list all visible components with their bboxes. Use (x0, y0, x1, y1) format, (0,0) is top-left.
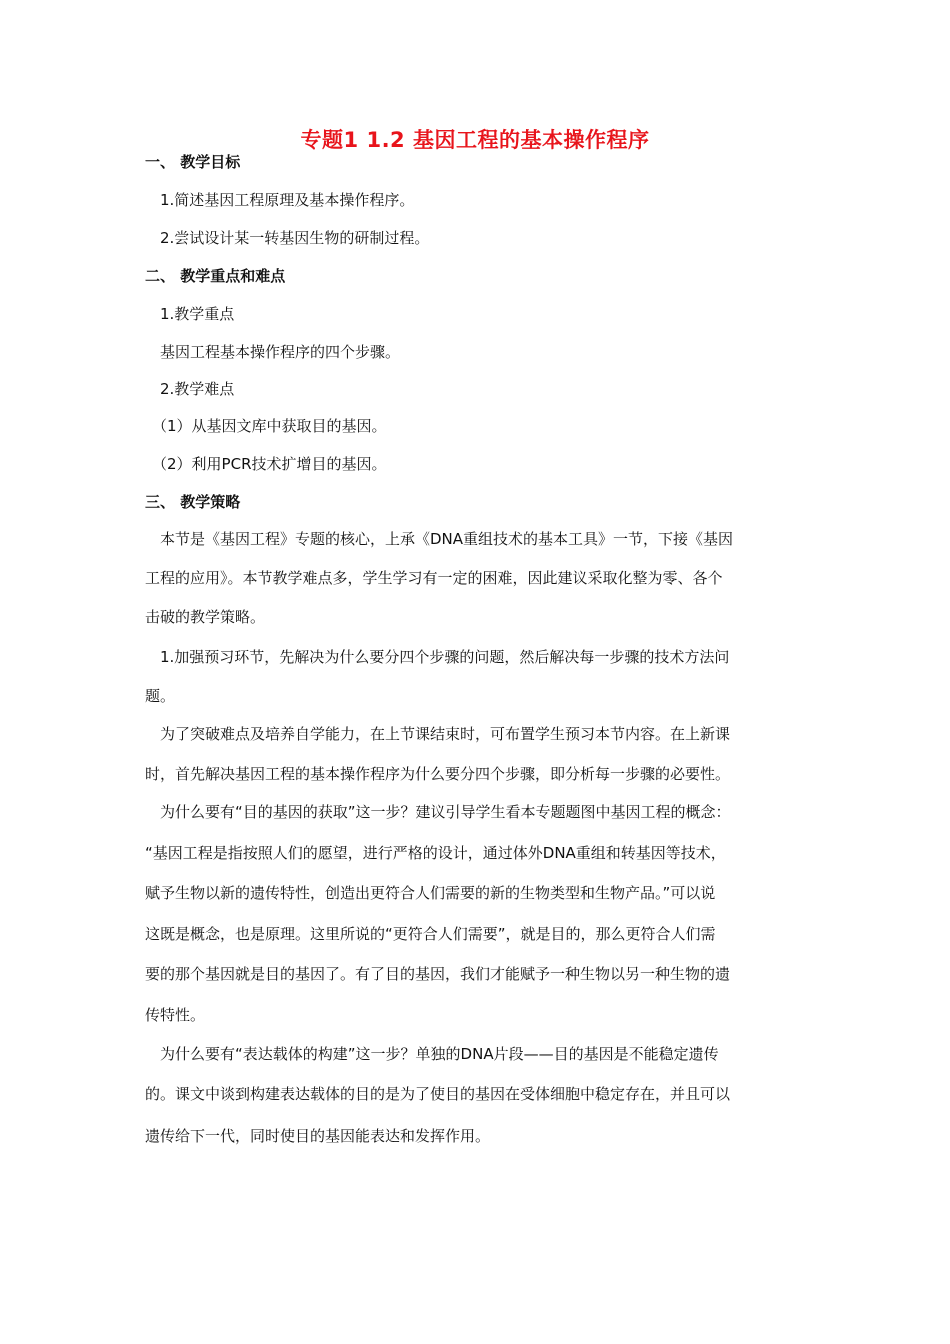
paragraph-line: （2）利用PCR技术扩增目的基因。 (152, 455, 387, 473)
paragraph-line: 击破的教学策略。 (145, 608, 266, 626)
section-heading-key-points: 二、 教学重点和难点 (145, 267, 286, 285)
section-heading-objectives: 一、 教学目标 (145, 153, 241, 171)
paragraph-line: 要的那个基因就是目的基因了。有了目的基因，我们才能赋予一种生物以另一种生物的遗 (145, 965, 731, 983)
document-title: 专题1 1.2 基因工程的基本操作程序 (300, 128, 650, 152)
paragraph-line: 的。课文中谈到构建表达载体的目的是为了使目的基因在受体细胞中稳定存在，并且可以 (145, 1085, 731, 1103)
paragraph-line: 为什么要有“表达载体的构建”这一步？单独的DNA片段——目的基因是不能稳定遗传 (160, 1045, 719, 1063)
paragraph-line: 为什么要有“目的基因的获取”这一步？建议引导学生看本专题题图中基因工程的概念： (160, 803, 731, 821)
paragraph-line: “基因工程是指按照人们的愿望，进行严格的设计，通过体外DNA重组和转基因等技术， (145, 844, 726, 862)
paragraph-line: 题。 (145, 687, 176, 705)
paragraph-line: 2.教学难点 (160, 380, 235, 398)
paragraph-line: 赋予生物以新的遗传特性，创造出更符合人们需要的新的生物类型和生物产品。”可以说 (145, 884, 716, 902)
paragraph-line: （1）从基因文库中获取目的基因。 (152, 417, 387, 435)
paragraph-line: 基因工程基本操作程序的四个步骤。 (160, 343, 401, 361)
paragraph-line: 工程的应用》。本节教学难点多，学生学习有一定的困难，因此建议采取化整为零、各个 (145, 569, 723, 587)
section-heading-strategy: 三、 教学策略 (145, 493, 241, 511)
paragraph-line: 1.简述基因工程原理及基本操作程序。 (160, 191, 415, 209)
paragraph-line: 为了突破难点及培养自学能力，在上节课结束时，可布置学生预习本节内容。在上新课 (160, 725, 731, 743)
paragraph-line: 这既是概念，也是原理。这里所说的“更符合人们需要”，就是目的，那么更符合人们需 (145, 925, 716, 943)
paragraph-line: 遗传给下一代，同时使目的基因能表达和发挥作用。 (145, 1127, 491, 1145)
paragraph-line: 1.加强预习环节，先解决为什么要分四个步骤的问题，然后解决每一步骤的技术方法问 (160, 648, 730, 666)
paragraph-line: 2.尝试设计某一转基因生物的研制过程。 (160, 229, 430, 247)
paragraph-line: 本节是《基因工程》专题的核心，上承《DNA重组技术的基本工具》一节，下接《基因 (160, 530, 734, 548)
paragraph-line: 时，首先解决基因工程的基本操作程序为什么要分四个步骤，即分析每一步骤的必要性。 (145, 765, 731, 783)
paragraph-line: 传特性。 (145, 1006, 206, 1024)
paragraph-line: 1.教学重点 (160, 305, 235, 323)
